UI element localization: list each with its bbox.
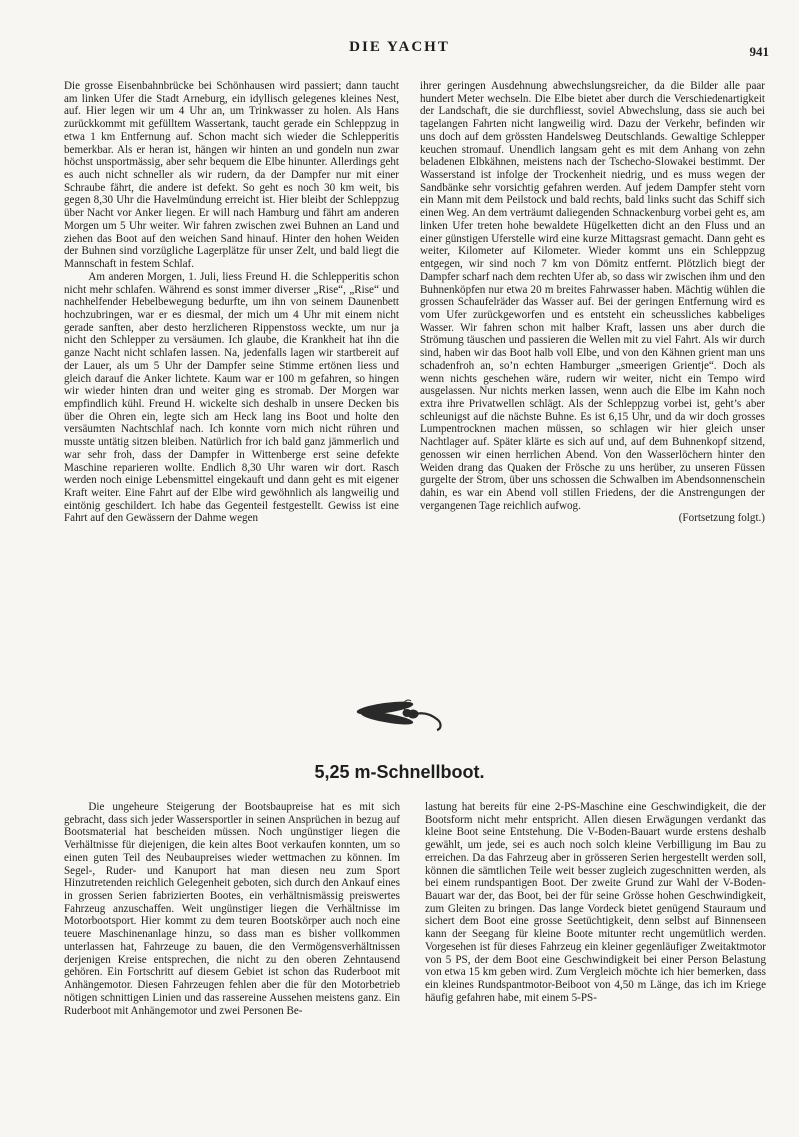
paragraph: Am anderen Morgen, 1. Juli, liess Freund H. die Schlepperitis schon nicht mehr schlafen. Während es sonst immer diverser „Rise“, „Rise“ und nachhelfender Hebelbewegung bedurfte, um ihn von seinem Daunenbett hochzubringen, war er es diesmal, der mich um 4 Uhr mit einem nicht gerade sanften, aber desto herzlicheren Rippenstoss weckte, um nur ja nicht den Schlepper zu versäumen. Ich glaube, die Krankheit hat ihn die ganze Nacht nicht schlafen lassen. Na, jedenfalls lagen wir startbereit auf der Lauer, als um 5 Uhr der Dampfer seine Stimme ertönen liess und gleich darauf die Anker lichtete. Kaum war er 100 m gefahren, so hingen wir wieder hinten dran und weiter ging es stromab. Der Morgen war empfindlich kühl. Freund H. wickelte sich deshalb in unsere Decken bis über die Ohren ein, legte sich am Heck lang ins Boot und holte den versäumten Nachtschlaf nach. Ich konnte vorn mich nicht rühren und musste untätig sitzen bleiben. Natürlich fror ich bald ganz jämmerlich und war sehr froh, dass der Dampfer in Wittenberge erst seine defekte Maschine reparieren wollte. Endlich 8,30 Uhr waren wir dort. Rasch werden noch einige Lebensmittel eingekauft und dann geht es mit eigener Kraft weiter. Eine Fahrt auf der Elbe wird gewöhnlich als langweilig und eintönig geschildert. Ich habe das Gegenteil festgestellt. Gewiss ist eine Fahrt auf den Gewässern der Dahme wegen (64, 270, 399, 525)
running-header-title: DIE YACHT (349, 39, 450, 55)
dragonfly-ornament-icon (355, 692, 450, 742)
paragraph: lastung hat bereits für eine 2-PS-Maschine eine Geschwindigkeit, die der Bootsform nicht mehr entspricht. Allen diesen Erwägungen verdankt das kleine Boot seine Entstehung. Die V-Boden-Bauart wurde erstens deshalb gewählt, um jede, sei es auch noch solch kleine Verbilligung im Bau zu erreichen. Da das Fahrzeug aber in grösseren Serien hergestellt werden soll, können die sämtlichen Teile weit besser zugleich zugeschnitten werden, als bei einem rundspantigen Boot. Der zweite Grund zur Wahl der V-Boden-Bauart war der, das Boot, bei der für seine Grösse hohen Geschwindigkeit, zum Gleiten zu bringen. Das lange Vordeck bietet genügend Stauraum und sichert dem Boot eine grosse Seetüchtigkeit, denn selbst auf Binnenseen kann der Seegang für kleine Boote mitunter recht ungemütlich werden. Vorgesehen ist für dieses Fahrzeug ein kleiner gegenläufiger Zweitaktmotor von 5 PS, der dem Boot eine Geschwindigkeit bei einer Person Belastung von etwa 15 km geben wird. Zum Vergleich möchte ich hier bemerken, dass ein kleines Rundspantmotor-Beiboot von 4,50 m Länge, das ich im Kriege häufig gefahren habe, mit einem 5-PS- (425, 801, 766, 1004)
article-column-left-top (64, 80, 399, 525)
article-title: 5,25 m-Schnellboot. (314, 762, 485, 782)
paragraph: Die grosse Eisenbahnbrücke bei Schönhausen wird passiert; dann taucht am linken Ufer die Stadt Arneburg, ein idyllisch gelegenes kleines Nest, auf. Hier legen wir um 4 Uhr an, um Trinkwasser zu holen. Als Hans zurückkommt mit gefülltem Wassertank, taucht gerade ein Schleppzug in etwa 1 km Entfernung auf. Schon macht sich wieder die Schlepperitis bemerkbar. Als er heran ist, hängen wir hinten an und gondeln nun zwar höchst unsportmässig, aber sehr bequem die Elbe hinunter. Allerdings geht es auch nicht schneller als wir rudern, da der Dampfer nur mit einer Schraube fährt, die andere ist defekt. So geht es noch 30 km weit, bis gegen 8,30 Uhr die Havelmündung erreicht ist. Hier bleibt der Schleppzug über Nacht vor Anker liegen. Er will nach Hamburg und fährt am anderen Morgen um 5 Uhr weiter. Wir fahren zwischen zwei Buhnen an Land und ziehen das Boot auf den weichen Sand hinauf. Hinter den hohen Weiden der Buhnen sind vorzügliche Lagerplätze für unser Zelt, und bald liegt die Mannschaft in festem Schlaf. (64, 80, 399, 271)
article-column-right-bottom (425, 801, 766, 1005)
paragraph: Die ungeheure Steigerung der Bootsbaupreise hat es mit sich gebracht, dass sich jeder Wassersportler in seinen Ansprüchen in bezug auf Bootsmaterial hat bescheiden müssen. Noch ungünstiger liegen die Verhältnisse für diejenigen, die kein altes Boot verkaufen konnten, um so einen guten Teil des Neubaupreises wieder wettmachen zu können. Im Segel-, Ruder- und Kanuport hat man diesen neu zum Sport Hinzutretenden reichlich Gelegenheit geboten, sich durch den Ankauf eines in grossen Serien fabrizierten Bootes, ein verhältnismässig preiswertes Fahrzeug anzuschaffen. Weit ungünstiger liegen die Verhältnisse im Motorbootsport. Hier kommt zu dem teuren Bootskörper auch noch eine teuere Maschinenanlage hinzu, so dass man es bisher vollkommen unterlassen hat, Fahrzeuge zu bauen, die den Vermögensverhältnissen derjenigen Kreise entsprechen, die nicht zu den oberen Zehntausend gehören. Ein Fortschritt auf diesem Gebiet ist schon das Ruderboot mit Anhängemotor. Diesen Fahrzeugen fehlen aber die für den Motorbetrieb nötigen schnittigen Linien und das rassereine Aussehen meistens ganz. Ein Ruderboot mit Anhängemotor und zwei Personen Be- (64, 801, 400, 1017)
paragraph: ihrer geringen Ausdehnung abwechslungsreicher, da die Bilder alle paar hundert Meter wechseln. Die Elbe bietet aber durch die Verschiedenartigkeit der Landschaft, die sie durchfliesst, soviel Abwechslung, dass sie auch bei tagelangen Fahrten nicht langweilig wird. Dazu der Verkehr, befinden wir uns doch auf dem grössten Handelsweg Deutschlands. Gewaltige Schlepper keuchen stromauf. Unendlich langsam geht es mit dem Anhang von zehn beladenen Elbkähnen, meistens nach der Tschecho-Slowakei bestimmt. Der Wasserstand ist infolge der Trockenheit niedrig, und es muss wegen der Sandbänke sehr vorsichtig gefahren werden. Auf jedem Dampfer steht vorn ein Mann mit dem Peilstock und bald rechts, bald links sucht das Schiff sich einen Weg. An dem verträumt daliegenden Schnackenburg vorbei geht es, am linken Ufer treten hohe bewaldete Hügelketten dicht an den Fluss und an einer günstigen Uferstelle wird eine kurze Mittagsrast gemacht. Dann geht es weiter, Kilometer auf Kilometer. Wieder kommt uns ein Schleppzug entgegen, wir sind noch 7 km von Dömitz entfernt. Plötzlich biegt der Dampfer scharf nach dem rechten Ufer ab, so dass wir zwischen ihm und den Buhnenköpfen nur etwa 20 m breites Fahrwasser haben. Mächtig wühlen die grossen Schaufelräder das Wasser auf. Bei der geringen Entfernung wird es vom Ufer zurückgeworfen und es entsteht ein scheussliches kabbeliges Wasser. Wir fahren schon mit halber Kraft, lassen uns aber durch die Strömung täuschen und passieren die Wellen mit zu viel Fahrt. Als wir durch sind, haben wir das Boot halb voll Elbe, und von den Kähnen grient man uns schadenfroh an, so’n echten Hamburger „smeerigen Grientje“. Doch als wenn nichts geschehen wäre, rudern wir weiter, nicht ein Tempo wird ausgelassen. Nur nichts merken lassen, wenn auch die Elbe im Kahn noch extra ihre Privatwellen schlägt. Als der Schleppzug vorbei ist, geht’s aber schleunigst auf die nächste Buhne. Es ist 6,15 Uhr, und da wir doch grosses Lumpentrocknen machen müssen, so schlagen wir hier gleich unser Nachtlager auf. Später klärte es sich auf und, auf dem Buhnenkopf sitzend, genossen wir einen herrlichen Abend. Von den Wasserlöchern hinter den Weiden drang das Quaken der Frösche zu uns herüber, zu unseren Füssen gurgelte der Strom, über uns schossen die Schwalben im Abendsonnenschein dahin, es war ein Abend voll stillen Friedens, der die Anstrengungen der vergangenen Tage reichlich aufwog. (420, 80, 765, 512)
article-column-left-bottom (64, 801, 400, 1017)
page-number: 941 (749, 44, 769, 59)
continuation-note: (Fortsetzung folgt.) (678, 512, 765, 525)
article-column-right-top (420, 80, 765, 525)
